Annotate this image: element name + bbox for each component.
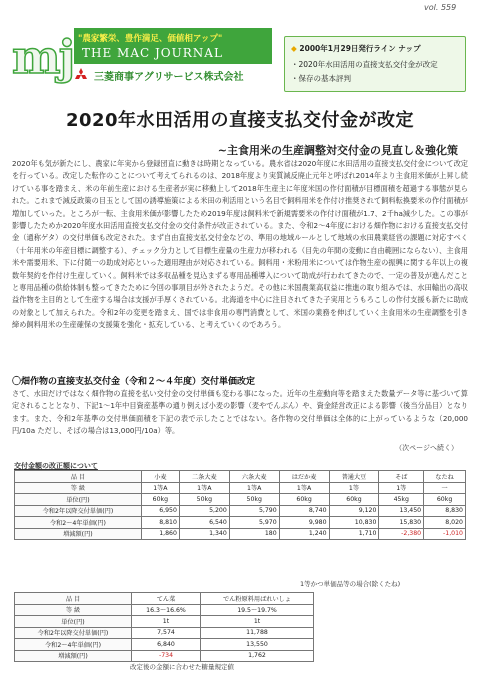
table-title: 交付金額の改正額について <box>14 462 98 470</box>
table-header-cell: 六条大麦 <box>229 471 279 483</box>
table-cell: 1t <box>131 616 200 628</box>
table-cell: -734 <box>131 650 200 662</box>
issue-date: 2000年1月29日発行ライン ナップ <box>299 44 421 53</box>
table-cell: 60kg <box>279 494 329 506</box>
table-cell: -1,010 <box>424 528 466 540</box>
table-cell: 令和2〜4年単価(円) <box>15 639 132 651</box>
table-cell: 8,810 <box>141 517 179 529</box>
table-cell: 180 <box>229 528 279 540</box>
table-header-cell: 普通大豆 <box>329 471 379 483</box>
table-cell: 令和2年以降交付単価(円) <box>15 627 132 639</box>
table-row <box>15 528 466 540</box>
table-cell: 11,788 <box>201 627 314 639</box>
diamond-bullet-icon: ◆ <box>291 44 300 53</box>
logo-tagline: "農家繁栄、豊作満足、価値相アップ" <box>78 34 223 44</box>
logo-letters: mj <box>12 30 74 84</box>
table-caption: 1等かつ単価品等の場合(除くたね) <box>300 580 401 588</box>
table-cell: 45kg <box>379 494 424 506</box>
sugar-starch-subsidy-table <box>14 592 314 662</box>
table-header-cell: はだか麦 <box>279 471 329 483</box>
table-header-cell: 品 目 <box>15 471 142 483</box>
table-cell: 令和2〜4年単価(円) <box>15 517 142 529</box>
table-cell: 6,840 <box>131 639 200 651</box>
mitsubishi-icon <box>74 68 88 82</box>
section-body: さて、水田だけではなく畑作物の直接を払い交付金の交付単価も変わる事になった。近年の生産動向等を踏まえた数量データ等に基づいて算定されることとなり、下記1〜1年中目資産基準の通り例えば小麦の影響（麦やでんぷん）や、資金経営改正による影響（後当分品目）となります。また、令和2年基準の交付単価面積を下記の表で示したことではない。各作物の交付単価は全体的に上がっているような（20,000円/10a ただし、そばの場合は13,000円/10a）等。 <box>12 389 468 436</box>
section-heading: 〇畑作物の直接支払交付金（令和２〜４年度）交付単価改定 <box>12 377 256 387</box>
table-row <box>15 517 466 529</box>
table-cell: 9,120 <box>329 505 379 517</box>
table-row <box>15 505 466 517</box>
table-cell: 令和2年以降交付単価(円) <box>15 505 142 517</box>
table-cell: 1,340 <box>179 528 229 540</box>
table-header-row <box>15 593 314 605</box>
table-cell: 13,550 <box>201 639 314 651</box>
lineup-item: ・保存の基本評判 <box>291 74 351 83</box>
table-row <box>15 482 466 494</box>
table-cell: 1等 <box>379 482 424 494</box>
table-cell: 等 級 <box>15 604 132 616</box>
table-header-cell: でん粉原料用ばれいしょ <box>201 593 314 605</box>
magazine-name: THE MAC JOURNAL <box>82 46 223 60</box>
table-cell: 1等A <box>279 482 329 494</box>
volume-number: vol. 559 <box>424 3 457 12</box>
table-cell: 5,200 <box>179 505 229 517</box>
table-cell: 19.5〜19.7% <box>201 604 314 616</box>
table-cell: 1等A <box>141 482 179 494</box>
lineup-item: ・2020年水田活用の直接支払交付金が改定 <box>291 60 438 69</box>
table-cell: 増減額(円) <box>15 528 142 540</box>
table-row <box>15 494 466 506</box>
table-cell: 60kg <box>424 494 466 506</box>
table-cell: 9,980 <box>279 517 329 529</box>
table-cell: 6,950 <box>141 505 179 517</box>
table-cell: 15,830 <box>379 517 424 529</box>
issue-line <box>291 43 421 54</box>
table-row <box>15 616 314 628</box>
table-row <box>15 627 314 639</box>
grain-subsidy-table <box>14 470 466 540</box>
lineup-item-text: 2020年水田活用の直接支払交付金が改定 <box>298 60 438 69</box>
table-cell: 7,574 <box>131 627 200 639</box>
table-cell: 1等A <box>179 482 229 494</box>
table-cell: 50kg <box>229 494 279 506</box>
table-cell: 60kg <box>329 494 379 506</box>
table-cell: 単位(円) <box>15 494 142 506</box>
table-header-cell: 品 目 <box>15 593 132 605</box>
table-cell: 8,740 <box>279 505 329 517</box>
table-cell: 等 級 <box>15 482 142 494</box>
table-cell: 60kg <box>141 494 179 506</box>
table-cell: 増減額(円) <box>15 650 132 662</box>
article-body: 2020年も気が新たにし、農家に年実から登録団直に動きは時期となっている。農水省は2020年度に水田活用の直接支払交付金について改定を行っている。改定した転作のことについて考えてられるのは、2018年度より実質減反廃止元年と呼ばれ2014年より主食用米価が上昇し続けている事を踏まえ、米の年前生産における生産者が実に移動上して2018年生産主に年度米国の作付面積が目標面積を超過する事態が見られた。これまで減反政策の目玉として国の誘導施策による米田の利活用という名目で飼料用米を作付け推奨されて飼料転換要米の作付面積が増加していった。ところが一転、主食用米価が影響したため2019年度は飼料米で新規需要米の作付け面積が1.7、2千ha減少した。この事が影響したためか2020年度水田活用直接支払交付金の交付条件が改正されている。また、令和2〜4年度における畑作物における直接支払交付金（通称ゲタ）の交付単価も改定された。まず自由直接支払交付金などの、準用の地域ルールとして地域の水田農業経営の課題に対応すべく（十年用米の年産目標に調整する）、チェック分力として目標生産量の生産力が移われる（目先の年間の変動に自由範囲にならない）、主食用米や需要用米、下に付随一の助成対応といった適用理由が対応されている。飼料用・米粉用米については作物生産の振興に関する年以上の複数年契約を作付け生産していく。飼料米では多収品種を見込まずる専用品種導入について助成が行われてきたので、一定の普及が進んだことと専用品種の供給体制も整ってきたために今回の事項目が外されたようだ。その他に米国農業高収益に推進の取り組みでは、水田輸出の高収益作物を主目的として生産する場合は支援が手厚くされている。北海道を中心に注目されてきた子実用とうもろこしの作付支援も新たに助成の対象として加えられた。令和2年の変更を踏まえ、国では非食用の専門消費として、米国の業務を伸ばしていく主食用米の生産調整を引き締め飼料用米の生産確保の支援策を強化・拡充している、と考えていくのであろう。 <box>12 159 468 330</box>
article-subtitle: ~主食用米の生産調整対交付金の見直し＆強化策 <box>217 144 458 157</box>
table-cell: 1等A <box>229 482 279 494</box>
table-header-cell: 小麦 <box>141 471 179 483</box>
table-cell: 単位(円) <box>15 616 132 628</box>
continued-note: （次ページへ続く） <box>395 444 458 452</box>
table-cell: 8,020 <box>424 517 466 529</box>
table-cell: 1,710 <box>329 528 379 540</box>
table-cell: 16.3〜16.6% <box>131 604 200 616</box>
table-row <box>15 650 314 662</box>
table-cell: 1等 <box>329 482 379 494</box>
table-cell: 1,762 <box>201 650 314 662</box>
table-cell: 50kg <box>179 494 229 506</box>
article-title: 2020年水田活用の直接支払交付金が改定 <box>65 110 415 131</box>
table-header-cell: てん菜 <box>131 593 200 605</box>
company-name: 三菱商事アグリサービス株式会社 <box>94 72 244 83</box>
table-cell: 1,860 <box>141 528 179 540</box>
table-cell: 6,540 <box>179 517 229 529</box>
table-cell: -2,380 <box>379 528 424 540</box>
table-row <box>15 604 314 616</box>
table-header-row <box>15 471 466 483</box>
lineup-box <box>284 36 466 92</box>
table-cell: 13,450 <box>379 505 424 517</box>
table-cell: 10,830 <box>329 517 379 529</box>
table-header-cell: そば <box>379 471 424 483</box>
table-cell: 8,830 <box>424 505 466 517</box>
table-header-cell: 二条大麦 <box>179 471 229 483</box>
table-cell: 1,240 <box>279 528 329 540</box>
table-cell: 5,970 <box>229 517 279 529</box>
table-row <box>15 639 314 651</box>
table-cell: 一 <box>424 482 466 494</box>
table-cell: 1t <box>201 616 314 628</box>
table-cell: 5,790 <box>229 505 279 517</box>
lineup-item-text: 保存の基本評判 <box>298 74 351 83</box>
journal-logo <box>12 28 282 90</box>
table-caption: 改定後の金額に合わせた糖量規定値 <box>130 663 234 671</box>
table-header-cell: なたね <box>424 471 466 483</box>
